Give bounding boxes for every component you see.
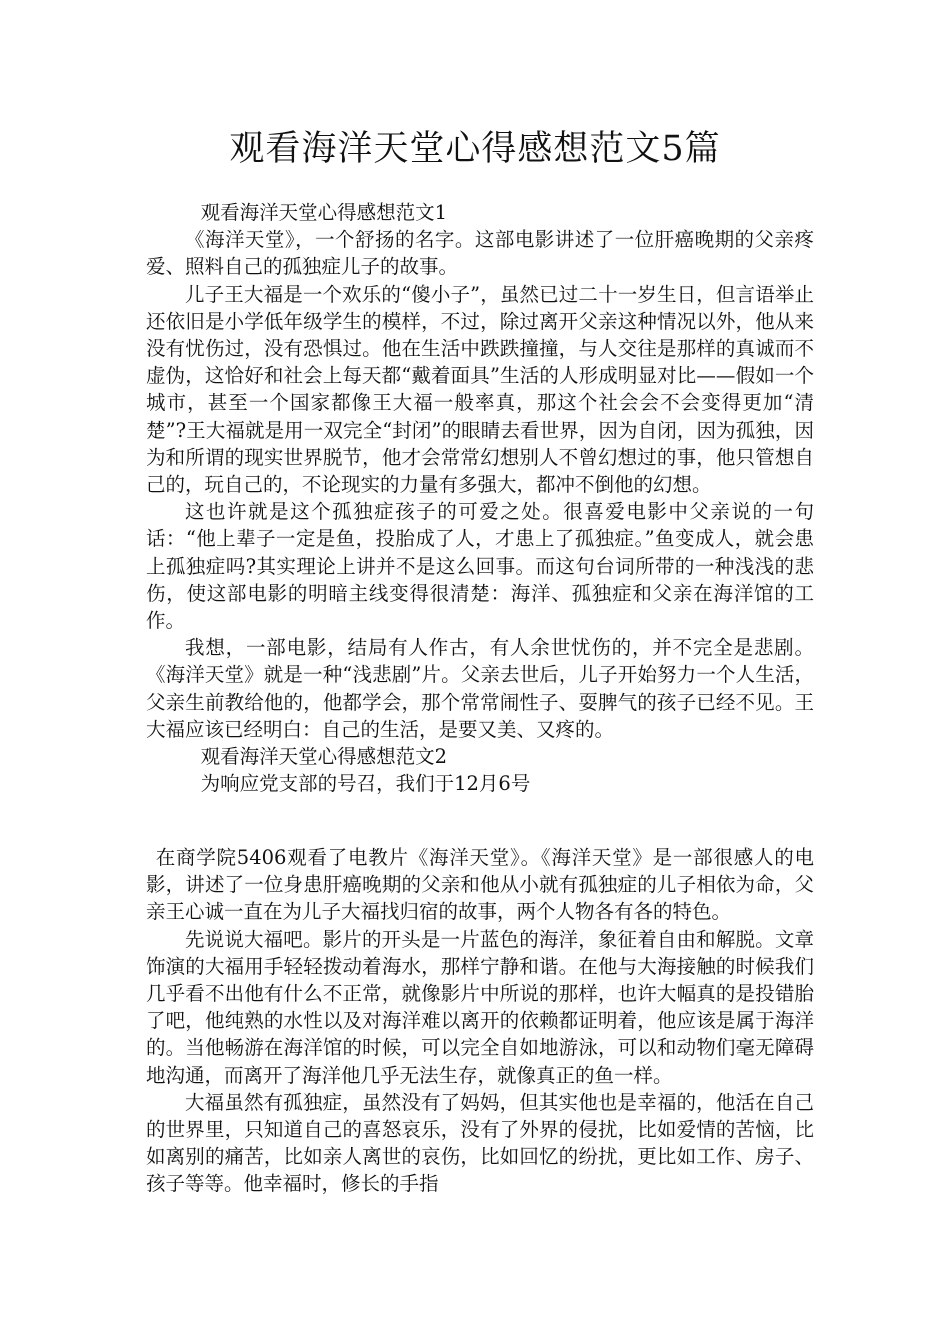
paragraph: 《海洋天堂》，一个舒扬的名字。这部电影讲述了一位肝癌晚期的父亲疼爱、照料自己的孤独症儿子的故事。: [146, 228, 814, 279]
paragraph: 儿子王大福是一个欢乐的“傻小子”，虽然已过二十一岁生日，但言语举止还依旧是小学低年级学生的模样，不过，除过离开父亲这种情况以外，他从来没有忧伤过，没有恐惧过。他在生活中跌跌撞撞，与人交往是那样的真诚而不虚伪，这恰好和社会上每天都“戴着面具”生活的人形成明显对比——假如一个城市，甚至一个国家都像王大福一般率真，那这个社会会不会变得更加“清楚”?王大福就是用一双完全“封闭”的眼睛去看世界，因为自闭，因为孤独，因为和所谓的现实世界脱节，他才会常常幻想别人不曾幻想过的事，他只管想自己的，玩自己的，不论现实的力量有多强大，都冲不倒他的幻想。: [146, 282, 814, 497]
section-1-heading: 观看海洋天堂心得感想范文1: [200, 201, 448, 224]
paragraph: 在商学院5406观看了电教片《海洋天堂》。《海洋天堂》是一部很感人的电影，讲述了一位身患肝癌晚期的父亲和他从小就有孤独症的儿子相依为命，父亲王心诚一直在为儿子大福找归宿的故事，两个人物各有各的特色。: [146, 846, 814, 924]
section-2-body: [146, 844, 814, 1198]
paragraph: 先说说大福吧。影片的开头是一片蓝色的海洋，象征着自由和解脱。文章饰演的大福用手轻轻拨动着海水，那样宁静和谐。在他与大海接触的时候我们几乎看不出他有什么不正常，就像影片中所说的那样，也许大幅真的是投错胎了吧，他纯熟的水性以及对海洋难以离开的依赖都证明着，他应该是属于海洋的。当他畅游在海洋馆的时候，可以完全自如地游泳，可以和动物们毫无障碍地沟通，而离开了海洋他几乎无法生存，就像真正的鱼一样。: [146, 927, 814, 1087]
section-2-heading: 观看海洋天堂心得感想范文2: [200, 745, 448, 769]
section-2-intro: 为响应党支部的号召，我们于12月6号: [200, 772, 531, 796]
paragraph: 我想，一部电影，结局有人作古，有人余世忧伤的，并不完全是悲剧。《海洋天堂》就是一种“浅悲剧”片。父亲去世后，儿子开始努力一个人生活，父亲生前教给他的，他都学会，那个常常闹性子、耍脾气的孩子已经不见。王大福应该已经明白：自己的生活，是要又美、又疼的。: [146, 636, 814, 741]
section-1: [146, 199, 814, 797]
paragraph: 大福虽然有孤独症，虽然没有了妈妈，但其实他也是幸福的，他活在自己的世界里，只知道自己的喜怒哀乐，没有了外界的侵扰，比如爱情的苦恼，比如离别的痛苦，比如亲人离世的哀伤，比如回忆的纷扰，更比如工作、房子、孩子等等。他幸福时，修长的手指: [146, 1090, 814, 1196]
document-title: 观看海洋天堂心得感想范文5篇: [229, 129, 721, 169]
paragraph: 这也许就是这个孤独症孩子的可爱之处。很喜爱电影中父亲说的一句话：“他上辈子一定是鱼，投胎成了人，才患上了孤独症。”鱼变成人，就会患上孤独症吗?其实理论上讲并不是这么回事。而这句台词所带的一种浅浅的悲伤，使这部电影的明暗主线变得很清楚：海洋、孤独症和父亲在海洋馆的工作。: [146, 500, 814, 633]
